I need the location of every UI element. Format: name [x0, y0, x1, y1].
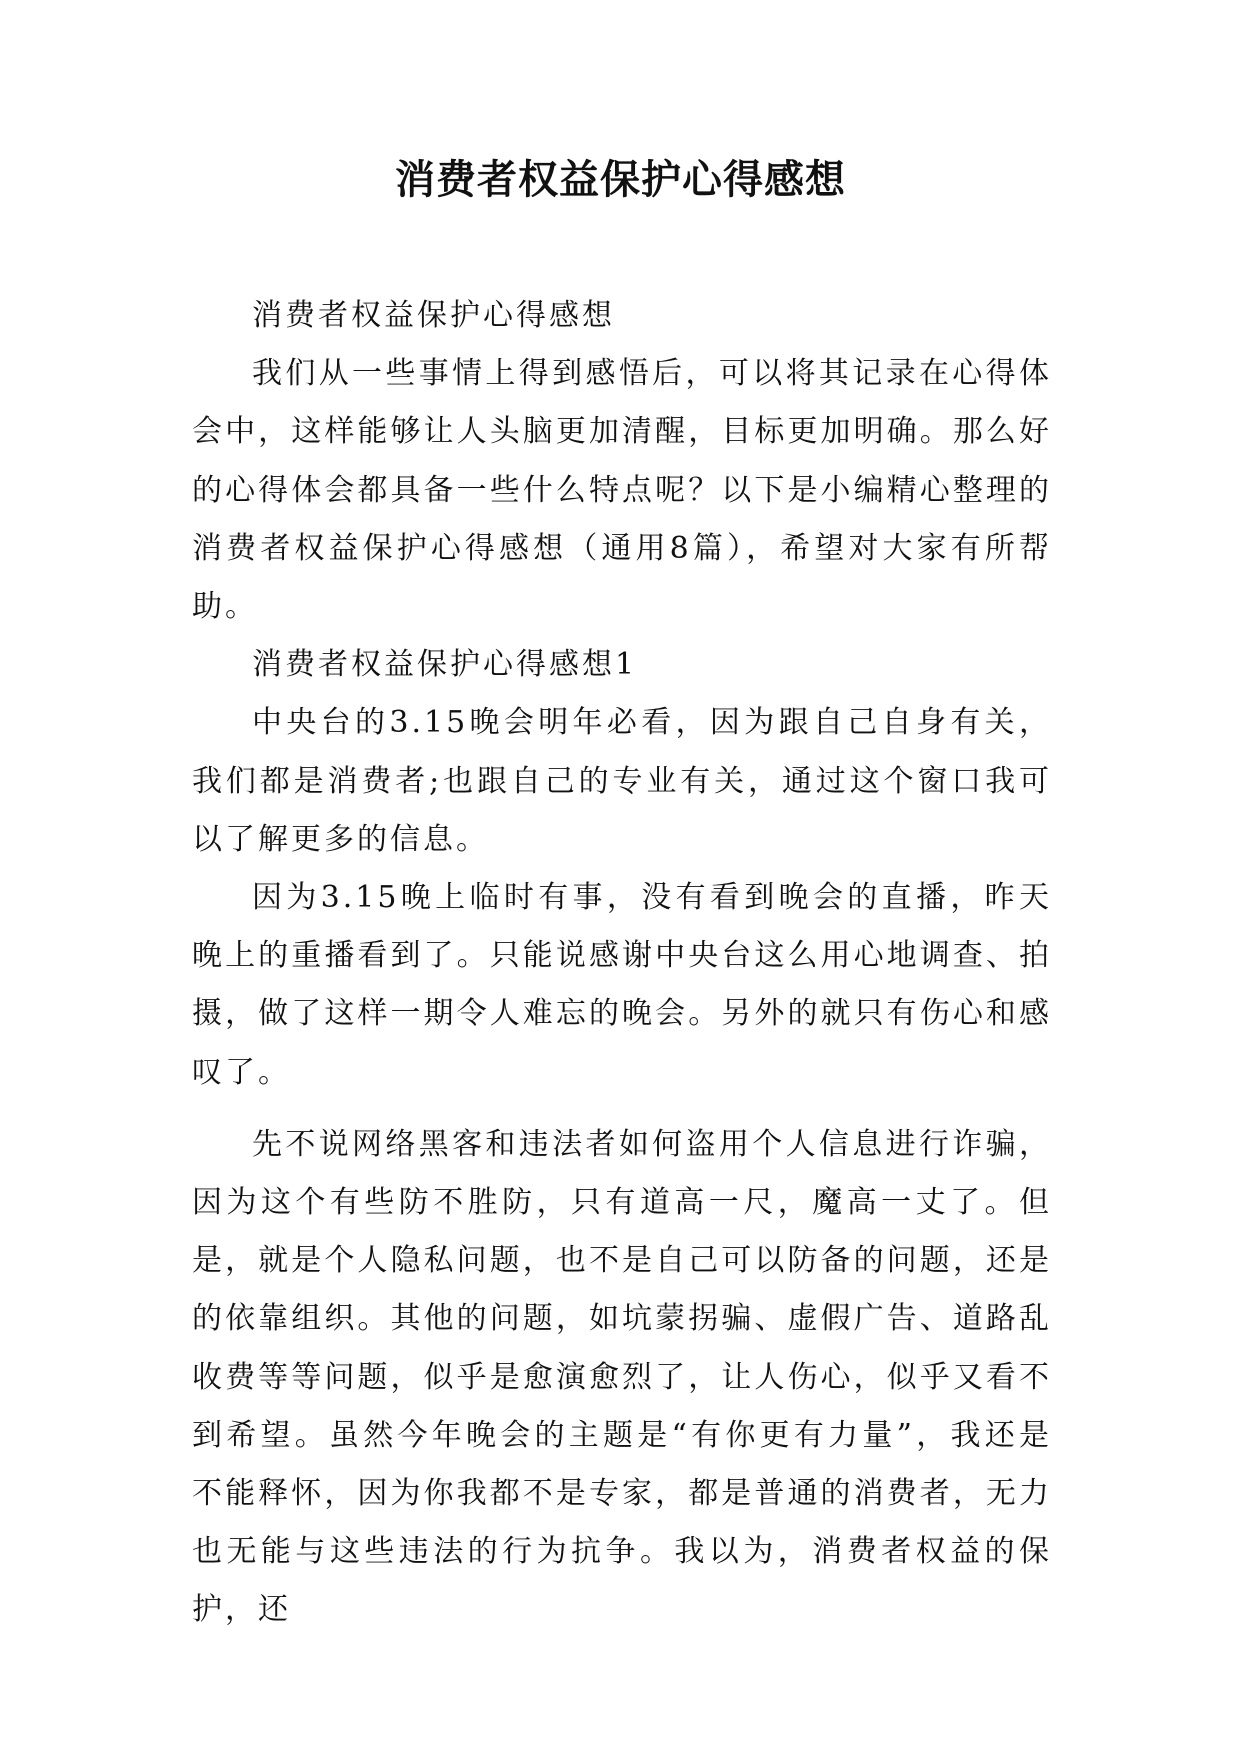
document-body — [192, 287, 1052, 1640]
paragraph-subtitle: 消费者权益保护心得感想 — [252, 298, 615, 333]
paragraph-body: 因为3.15晚上临时有事，没有看到晚会的直播，昨天晚上的重播看到了。只能说感谢中央台这么用心地调查、拍摄，做了这样一期令人难忘的晚会。另外的就只有伤心和感叹了。 — [192, 880, 1052, 1090]
paragraph-section-heading: 消费者权益保护心得感想1 — [252, 647, 638, 683]
paragraph-body: 先不说网络黑客和违法者如何盗用个人信息进行诈骗，因为这个有些防不胜防，只有道高一尺，魔高一丈了。但是，就是个人隐私问题，也不是自己可以防备的问题，还是的依靠组织。其他的问题，如坑蒙拐骗、虚假广告、道路乱收费等等问题，似乎是愈演愈烈了，让人伤心，似乎又看不到希望。虽然今年晚会的主题是“有你更有力量”，我还是不能释怀，因为你我都不是专家，都是普通的消费者，无力也无能与这些违法的行为抗争。我以为，消费者权益的保护，还 — [192, 1126, 1052, 1628]
paragraph-intro: 我们从一些事情上得到感悟后，可以将其记录在心得体会中，这样能够让人头脑更加清醒，目标更加明确。那么好的心得体会都具备一些什么特点呢？以下是小编精心整理的消费者权益保护心得感想（通用8篇），希望对大家有所帮助。 — [192, 356, 1052, 625]
document-title: 消费者权益保护心得感想 — [395, 156, 846, 203]
paragraph-body: 中央台的3.15晚会明年必看，因为跟自己自身有关，我们都是消费者;也跟自己的专业有关，通过这个窗口我可以了解更多的信息。 — [192, 705, 1052, 857]
